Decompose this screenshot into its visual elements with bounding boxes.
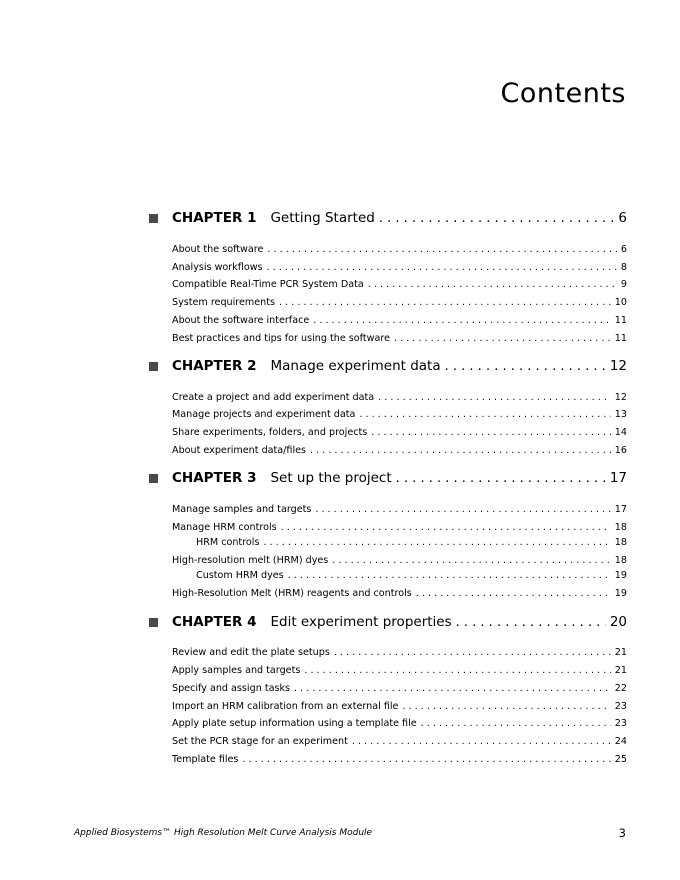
leader-dots	[267, 262, 617, 273]
entry-label: Best practices and tips for using the software	[172, 333, 390, 344]
entry-label: Manage samples and targets	[172, 504, 312, 515]
toc-entry[interactable]	[172, 392, 627, 406]
entry-page: 9	[620, 279, 627, 290]
entry-label: High-Resolution Melt (HRM) reagents and controls	[172, 588, 412, 599]
chapter-page: 20	[609, 614, 627, 630]
entry-label: Compatible Real-Time PCR System Data	[172, 279, 364, 290]
entry-page: 8	[620, 262, 627, 273]
entry-label: Analysis workflows	[172, 262, 263, 273]
chapter-bullet-icon	[149, 362, 158, 371]
leader-dots	[313, 315, 611, 326]
toc-chapter-2[interactable]	[172, 358, 627, 376]
toc-entry[interactable]	[172, 522, 627, 536]
page-title: Contents	[500, 78, 626, 109]
leader-dots	[396, 470, 606, 486]
chapter-number: CHAPTER 1	[172, 210, 257, 226]
toc-entry[interactable]	[172, 262, 627, 276]
toc-entry[interactable]	[172, 315, 627, 329]
leader-dots	[315, 504, 610, 515]
entry-page: 21	[614, 665, 627, 676]
entry-page: 23	[614, 718, 627, 729]
toc-entry[interactable]	[172, 297, 627, 311]
page-number: 3	[618, 826, 626, 840]
toc-entry[interactable]	[172, 588, 627, 602]
toc-entry[interactable]	[172, 718, 627, 732]
chapter-bullet-icon	[149, 618, 158, 627]
entry-page: 13	[614, 409, 627, 420]
entry-label: System requirements	[172, 297, 276, 308]
entry-page: 11	[614, 333, 627, 344]
entry-label: High-resolution melt (HRM) dyes	[172, 555, 329, 566]
leader-dots	[379, 210, 615, 226]
toc-entry[interactable]	[172, 333, 627, 347]
chapter-page: 6	[618, 210, 627, 226]
chapter-bullet-icon	[149, 214, 158, 223]
footer-text: Applied Biosystems™ High Resolution Melt Curve Analysis Module	[74, 828, 373, 838]
toc-entry[interactable]	[172, 736, 627, 750]
entry-label: About the software	[172, 244, 264, 255]
chapter-bullet-icon	[149, 474, 158, 483]
entry-label: Set the PCR stage for an experiment	[172, 736, 348, 747]
leader-dots	[304, 665, 610, 676]
leader-dots	[456, 614, 606, 630]
leader-dots	[332, 555, 611, 566]
chapter-number: CHAPTER 2	[172, 358, 257, 374]
entry-page: 21	[614, 647, 627, 658]
leader-dots	[371, 427, 611, 438]
toc-entry[interactable]	[172, 683, 627, 697]
entry-page: 17	[614, 504, 627, 515]
entry-page: 14	[614, 427, 627, 438]
leader-dots	[421, 718, 611, 729]
entry-page: 12	[614, 392, 627, 403]
entry-label: Share experiments, folders, and projects	[172, 427, 368, 438]
leader-dots	[263, 537, 610, 548]
entry-label: HRM controls	[196, 537, 260, 548]
chapter-title: Edit experiment properties	[270, 614, 452, 630]
entry-page: 18	[614, 522, 627, 533]
chapter-title: Getting Started	[270, 210, 375, 226]
toc-entry[interactable]	[172, 409, 627, 423]
entry-page: 6	[620, 244, 627, 255]
entry-page: 24	[614, 736, 627, 747]
toc-entry[interactable]	[172, 244, 627, 258]
entry-label: Manage projects and experiment data	[172, 409, 356, 420]
entry-label: Specify and assign tasks	[172, 683, 291, 694]
chapter-page: 17	[609, 470, 627, 486]
entry-page: 25	[614, 754, 627, 765]
toc-chapter-4[interactable]	[172, 614, 627, 632]
entry-page: 19	[614, 570, 627, 581]
toc-entry[interactable]	[172, 754, 627, 768]
entry-label: Import an HRM calibration from an external file	[172, 701, 399, 712]
chapter-title: Set up the project	[270, 470, 392, 486]
leader-dots	[334, 647, 611, 658]
entry-label: Custom HRM dyes	[196, 570, 284, 581]
entry-label: Manage HRM controls	[172, 522, 277, 533]
leader-dots	[359, 409, 610, 420]
entry-label: Create a project and add experiment data	[172, 392, 375, 403]
leader-dots	[288, 570, 611, 581]
toc-entry[interactable]	[172, 279, 627, 293]
entry-page: 19	[614, 588, 627, 599]
entry-label: About the software interface	[172, 315, 310, 326]
toc-subentry[interactable]	[196, 537, 627, 551]
leader-dots	[378, 392, 611, 403]
entry-label: Apply samples and targets	[172, 665, 301, 676]
entry-page: 22	[614, 683, 627, 694]
leader-dots	[416, 588, 611, 599]
entry-page: 10	[614, 297, 627, 308]
entry-label: Template files	[172, 754, 239, 765]
leader-dots	[294, 683, 611, 694]
toc-entry[interactable]	[172, 445, 627, 459]
entry-page: 23	[614, 701, 627, 712]
toc-entry[interactable]	[172, 701, 627, 715]
toc-chapter-1[interactable]	[172, 210, 627, 228]
leader-dots	[267, 244, 616, 255]
entry-page: 18	[614, 537, 627, 548]
toc-subentry[interactable]	[196, 570, 627, 584]
leader-dots	[368, 279, 617, 290]
chapter-number: CHAPTER 3	[172, 470, 257, 486]
leader-dots	[242, 754, 610, 765]
chapter-title: Manage experiment data	[270, 358, 441, 374]
toc-entry[interactable]	[172, 647, 627, 661]
toc-entry[interactable]	[172, 555, 627, 569]
entry-page: 11	[614, 315, 627, 326]
leader-dots	[402, 701, 610, 712]
entry-page: 16	[614, 445, 627, 456]
leader-dots	[394, 333, 611, 344]
entry-label: Review and edit the plate setups	[172, 647, 330, 658]
toc-entry[interactable]	[172, 427, 627, 441]
leader-dots	[445, 358, 606, 374]
toc-chapter-3[interactable]	[172, 470, 627, 488]
chapter-number: CHAPTER 4	[172, 614, 257, 630]
chapter-page: 12	[609, 358, 627, 374]
entry-page: 18	[614, 555, 627, 566]
entry-label: Apply plate setup information using a template file	[172, 718, 417, 729]
toc-entry[interactable]	[172, 665, 627, 679]
leader-dots	[281, 522, 611, 533]
leader-dots	[279, 297, 611, 308]
entry-label: About experiment data/files	[172, 445, 307, 456]
toc-entry[interactable]	[172, 504, 627, 518]
leader-dots	[310, 445, 611, 456]
leader-dots	[352, 736, 611, 747]
